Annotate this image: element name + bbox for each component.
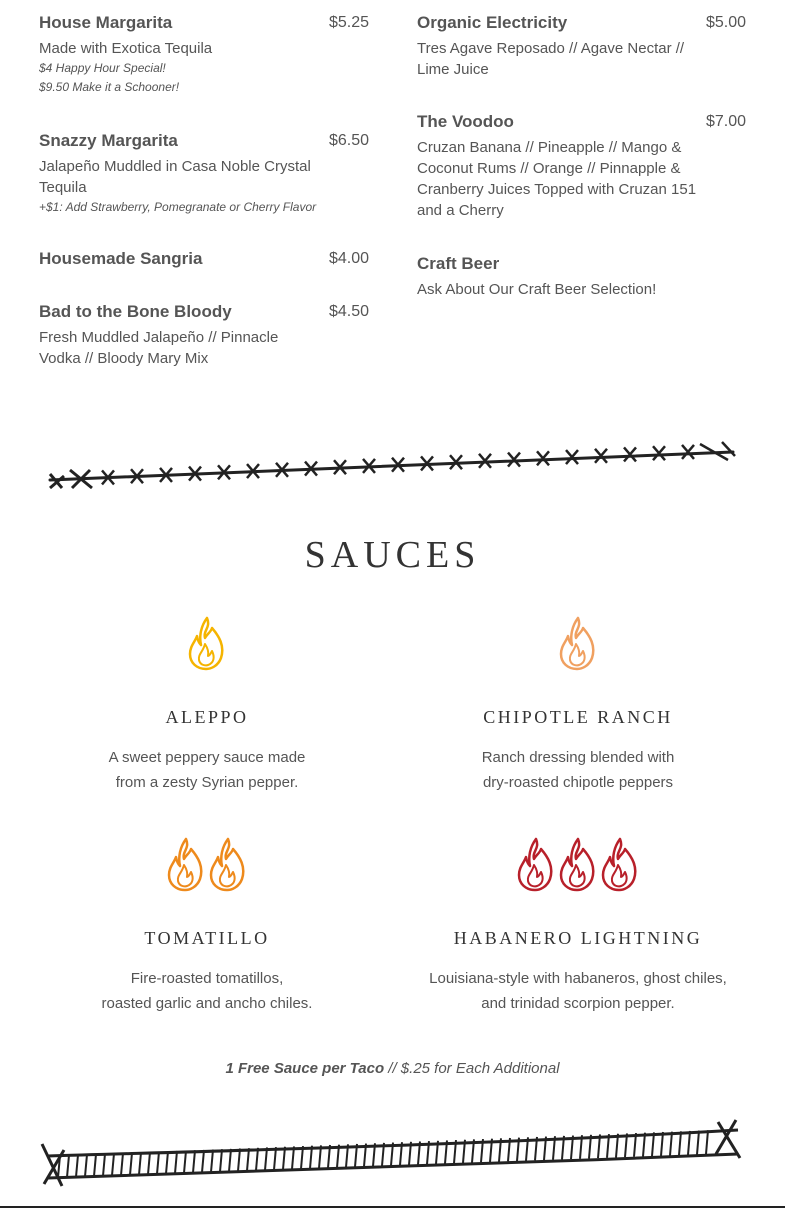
sauce-description-line: from a zesty Syrian pepper. [115,774,299,791]
item-description: Ask About Our Craft Beer Selection! [417,281,657,298]
heat-rating [408,835,748,893]
flame-icon [164,835,208,893]
drinks-left-column [39,12,369,369]
sauce-description-line: Ranch dressing blended with [481,749,675,766]
sauce-description-line: A sweet peppery sauce made [108,749,306,766]
item-name: Bad to the Bone Bloody [39,302,232,321]
item-name: Snazzy Margarita [39,131,178,150]
heat-rating [37,614,377,672]
bottom-rule [0,1206,785,1208]
item-note: $9.50 Make it a Schooner! [39,80,180,94]
heat-rating [408,614,748,672]
flame-icon [598,835,642,893]
item-description: Fresh Muddled Jalapeño // Pinnacle Vodka // Bloody Mary Mix [39,329,279,367]
sauce-description [37,966,377,1016]
flame-icon [185,614,229,672]
menu-item [417,111,746,253]
heat-rating [37,835,377,893]
sauce-name: CHIPOTLE RANCH [483,707,673,727]
drinks-right-column [417,12,746,300]
item-note: +$1: Add Strawberry, Pomegranate or Cherry Flavor [39,200,317,214]
flame-icon [206,835,250,893]
menu-item [39,248,369,301]
menu-item [39,130,369,248]
item-name: Craft Beer [417,254,500,273]
sauce-description-line: Louisiana-style with habaneros, ghost chiles, [429,970,727,987]
sauce-description-line: dry-roasted chipotle peppers [482,774,674,791]
item-note: $4 Happy Hour Special! [39,61,166,75]
sauce-habanero-lightning [408,835,748,1016]
flame-icon [556,614,600,672]
flame-icon [514,835,558,893]
item-price: $5.25 [328,14,369,31]
sauce-pricing-rest: // $.25 for Each Additional [384,1060,560,1077]
sauce-name: TOMATILLO [144,928,270,948]
sauce-pricing-note [0,1058,785,1080]
flame-icon [556,835,600,893]
item-price: $4.00 [328,250,369,267]
menu-item [39,301,369,369]
sauce-chipotle-ranch [408,614,748,795]
sauce-description-line: and trinidad scorpion pepper. [481,995,675,1012]
item-description: Cruzan Banana // Pineapple // Mango & Coconut Rums // Orange // Pinnapple & Cranberry Juices Topped with Cruzan 151 and a Cherry [417,139,697,219]
sauce-aleppo [37,614,377,795]
item-price: $4.50 [328,303,369,320]
item-description: Tres Agave Reposado // Agave Nectar // Lime Juice [417,40,685,78]
sauce-name: ALEPPO [165,707,249,727]
sauces-title: SAUCES [304,534,481,576]
item-price: $7.00 [705,113,746,130]
item-price: $6.50 [328,132,369,149]
sauce-description-line: Fire-roasted tomatillos, [130,970,284,987]
menu-item [417,12,746,111]
sauce-description [408,745,748,795]
item-name: The Voodoo [417,112,514,131]
menu-item [417,253,746,300]
item-name: Housemade Sangria [39,249,203,268]
item-name: Organic Electricity [417,13,568,32]
stitched-divider-top [0,436,785,496]
sauce-pricing-bold: 1 Free Sauce per Taco [225,1060,385,1077]
sauce-description [408,966,748,1016]
item-name: House Margarita [39,13,173,32]
sauce-tomatillo [37,835,377,1016]
stitched-divider-bottom [0,1114,785,1194]
item-description: Made with Exotica Tequila [39,40,213,57]
item-price: $5.00 [705,14,746,31]
menu-item [39,12,369,130]
item-description: Jalapeño Muddled in Casa Noble Crystal Tequila [39,158,311,196]
sauce-description [37,745,377,795]
sauce-description-line: roasted garlic and ancho chiles. [101,995,313,1012]
sauce-name: HABANERO LIGHTNING [453,928,703,948]
